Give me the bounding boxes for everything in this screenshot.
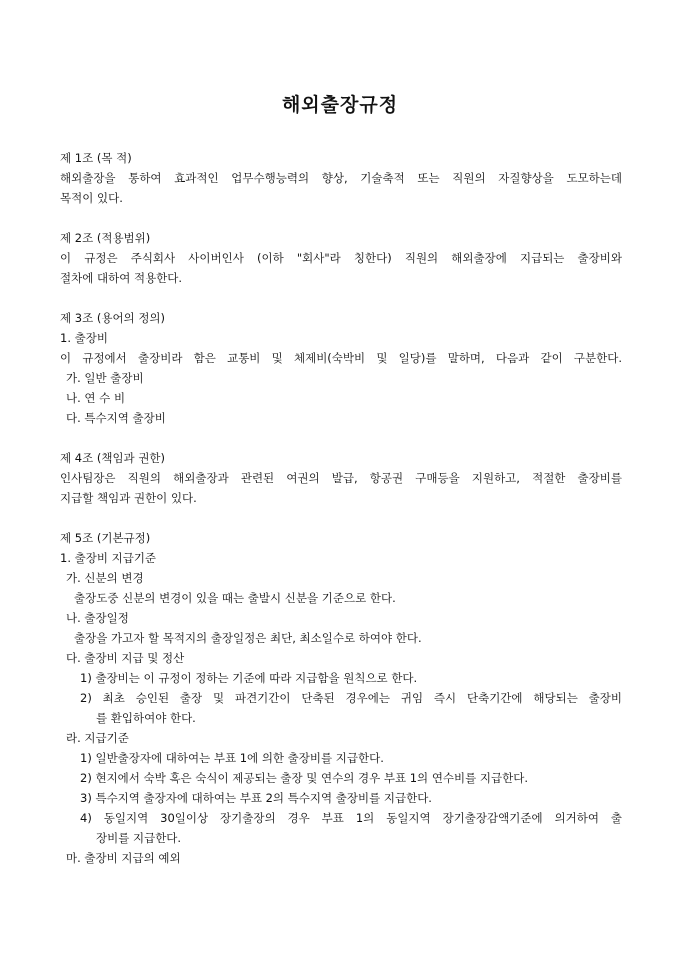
text-line: 를 환입하여야 한다.: [96, 711, 196, 725]
blank-line: [60, 208, 622, 228]
text-line: 1. 출장비 지급기준: [60, 551, 157, 565]
text-line: 다. 출장비 지급 및 정산: [66, 651, 185, 665]
article-heading: 제 5조 (기본규정): [60, 531, 151, 545]
text-line: 이 규정에서 출장비라 함은 교통비 및 체제비(숙박비 및 일당)를 말하며, 다음과 같이 구분한다.: [60, 351, 622, 365]
text-line: 1. 출장비: [60, 331, 108, 345]
text-line: 나. 연 수 비: [66, 391, 126, 405]
blank-line: [60, 428, 622, 448]
text-line: 가. 일반 출장비: [66, 371, 144, 385]
article-heading: 제 1조 (목 적): [60, 151, 132, 165]
text-line: 장비를 지급한다.: [96, 831, 182, 845]
text-line: 다. 특수지역 출장비: [66, 411, 166, 425]
text-line: 라. 지급기준: [66, 731, 129, 745]
text-line: 출장도중 신분의 변경이 있을 때는 출발시 신분을 기준으로 한다.: [74, 591, 396, 605]
article-heading: 제 3조 (용어의 정의): [60, 311, 166, 325]
text-line: 이 규정은 주식회사 사이버인사 (이하 "회사"라 칭한다) 직원의 해외출장에 지급되는 출장비와: [60, 251, 622, 265]
text-line: 2) 현지에서 숙박 혹은 숙식이 제공되는 출장 및 연수의 경우 부표 1의 연수비를 지급한다.: [80, 771, 528, 785]
text-line: 1) 일반출장자에 대하여는 부표 1에 의한 출장비를 지급한다.: [80, 751, 384, 765]
text-line: 나. 출장일정: [66, 611, 129, 625]
text-line: 출장을 가고자 할 목적지의 출장일정은 최단, 최소일수로 하여야 한다.: [74, 631, 422, 645]
article-heading: 제 2조 (적용범위): [60, 231, 151, 245]
text-line: 마. 출장비 지급의 예외: [66, 851, 181, 865]
blank-line: [60, 288, 622, 308]
text-line: 가. 신분의 변경: [66, 571, 144, 585]
text-line: 지급할 책임과 권한이 있다.: [60, 491, 197, 505]
text-line: 1) 출장비는 이 규정이 정하는 기준에 따라 지급함을 원칙으로 한다.: [80, 671, 418, 685]
text-line: 2) 최초 승인된 출장 및 파견기간이 단축된 경우에는 귀임 즉시 단축기간에 해당되는 출장비: [80, 691, 622, 705]
text-line: 인사팀장은 직원의 해외출장과 관련된 여권의 발급, 항공권 구매등을 지원하고, 적절한 출장비를: [60, 471, 622, 485]
text-line: 해외출장을 통하여 효과적인 업무수행능력의 향상, 기술축적 또는 직원의 자질향상을 도모하는데: [60, 171, 622, 185]
blank-line: [60, 508, 622, 528]
text-line: 3) 특수지역 출장자에 대하여는 부표 2의 특수지역 출장비를 지급한다.: [80, 791, 432, 805]
document-body: [60, 148, 622, 868]
document-title: 해외출장규정: [281, 94, 399, 116]
text-line: 절차에 대하여 적용한다.: [60, 271, 183, 285]
text-line: 4) 동일지역 30일이상 장기출장의 경우 부표 1의 동일지역 장기출장감액기준에 의거하여 출: [80, 811, 622, 825]
article-heading: 제 4조 (책임과 권한): [60, 451, 166, 465]
text-line: 목적이 있다.: [60, 191, 123, 205]
